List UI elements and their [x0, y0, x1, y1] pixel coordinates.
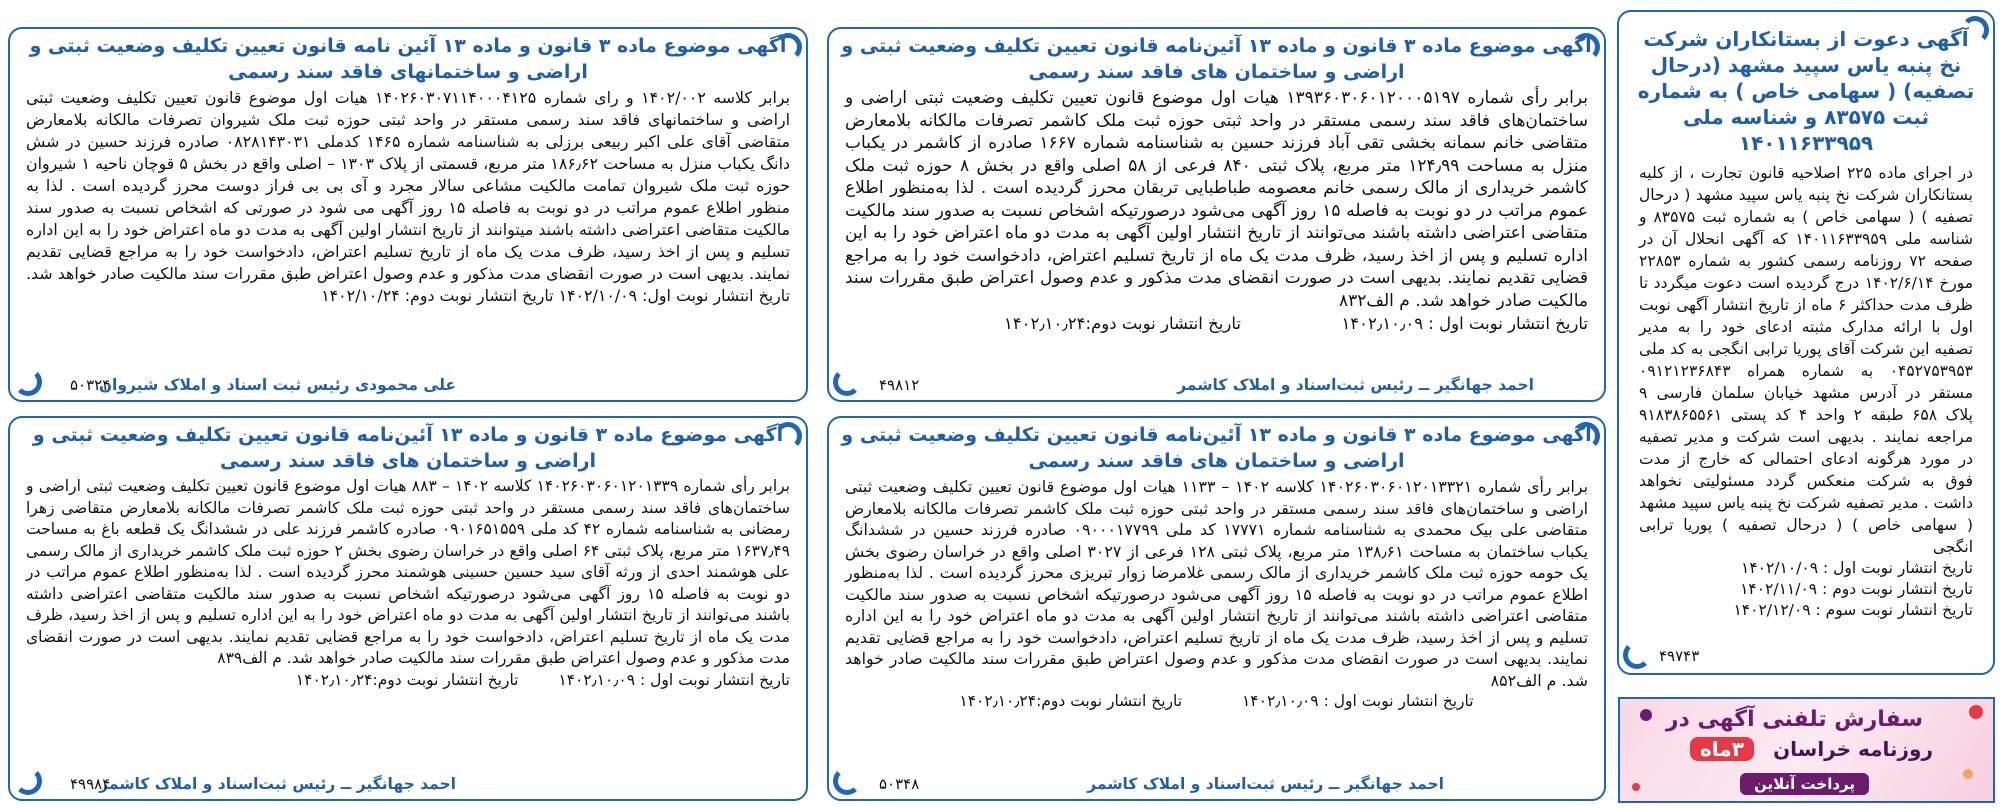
publish-date-first: تاریخ انتشار نوبت اول : ۱۴۰۲٫۱۰٫۰۹ [1341, 314, 1588, 333]
online-payment-button[interactable]: پرداخت آنلاین [1740, 773, 1869, 795]
ad-code: ۴۹۹۸۴ [70, 775, 111, 793]
ad-code: ۵۰۳۲۴ [70, 376, 111, 394]
corner-swirl-icon [833, 767, 861, 795]
corner-swirl-icon [1623, 641, 1651, 669]
ad-dates [829, 691, 1604, 712]
corner-swirl-icon [774, 422, 802, 450]
publish-date-second: تاریخ انتشار نوبت دوم:۱۴۰۲٫۱۰٫۲۴ [1003, 314, 1241, 333]
publish-date-second: تاریخ انتشار نوبت دوم:۱۴۰۲٫۱۰٫۲۴ [959, 692, 1183, 710]
ad-body: برابر رأی شماره ۱۴۰۲۶۰۳۰۶۰۱۲۰۱۳۳۹ کلاسه ۱۴۰۲ – ۸۸۳ هیات اول موضوع قانون تعیین تکلیف وضعیت ثبتی اراضی و ساختمان‌های فاقد سند رسمی مستقر در واحد ثبتی حوزه ثبت ملک کاشمر تصرفات مالکانه بلامعارض متقاضی زهرا رمضانی به شناسنامه شماره ۴۲ کد ملی ۰۹۰۱۶۵۱۵۵۹ صادره کاشمر فرزند علی در ششدانگ یک قطعه باغ به مساحت ۱۶۳۷٫۴۹ متر مربع، پلاک ثبتی ۶۴ اصلی واقع در خراسان رضوی بخش ۲ حوزه ثبت ملک کاشمر خریداری از مالک رسمی علی هوشمند احدی از ورثه آقای سید حسین حسینی هوشمند محرز گردیده است . لذا به‌منظور اطلاع عموم مراتب در دو نوبت به فاصله ۱۵ روز آگهی می‌شود درصورتیکه اشخاص نسبت به صدور سند مالکیت متقاضی اعتراضی داشته باشند می‌توانند از تاریخ انتشار اولین آگهی به مدت دو ماه اعتراض خود را به این اداره تسلیم و پس از اخذ رسید، ظرف مدت یک ماه از تاریخ تسلیم اعتراض، دادخواست خود را به مراجع قضایی تقدیم نمایند. بدیهی است در صورت انقضای مدت مذکور و عدم وصول اعتراض طبق مقررات سند مالکیت صادر خواهد شد. م الف۸۳۹ [26, 477, 791, 667]
ad-title: آگهی موضوع ماده ۳ قانون و ماده ۱۳ آئین‌نامه قانون تعیین تکلیف وضعیت ثبتی و اراضی و ساختمان های فاقد سند رسمی [841, 35, 1592, 83]
decor-dot-icon [1640, 709, 1652, 721]
decor-dot-icon [1632, 783, 1640, 791]
ad-title: آگهی موضوع ماده ۳ قانون و ماده ۱۳ آئین نامه قانون تعیین تکلیف وضعیت ثبتی و اراضی و ساختمانهای فاقد سند رسمی [29, 35, 787, 83]
ad-signer: احمد جهانگیر ــ رئیس ثبت‌اسناد و املاک کاشمر [1177, 376, 1534, 394]
ad-registration-kashmar-3 [8, 416, 808, 801]
publish-date-second: تاریخ انتشار نوبت دوم:۱۴۰۲٫۱۰٫۲۴ [295, 670, 519, 689]
publish-date-third: تاریخ انتشار نوبت سوم : ۱۴۰۲/۱۲/۰۹ [1733, 601, 1973, 619]
corner-swirl-icon [1961, 16, 1989, 44]
publish-date-second: تاریخ انتشار نوبت دوم : ۱۴۰۲/۱۱/۰۹ [1740, 580, 1973, 598]
publish-date-first: تاریخ انتشار نوبت اول : ۱۴۰۲٫۱۰٫۰۹ [1241, 692, 1474, 710]
ad-body: برابر رأی شماره ۱۴۰۲۶۰۳۰۶۰۱۲۰۱۳۳۲۱ کلاسه ۱۴۰۲ – ۱۱۳۳ هیات اول موضوع قانون تعیین تکلیف وضعیت ثبتی اراضی و ساختمان‌های فاقد سند رسمی مستقر در واحد ثبتی حوزه ثبت ملک کاشمر تصرفات مالکانه بلامعارض متقاضی علی بیک محمدی به شناسنامه شماره ۱۷۷۷۱ کد ملی ۰۹۰۰۰۱۷۷۹۹ صادره فرزند حسین در ششدانگ یکباب ساختمان به مساحت ۱۳۸٫۶۱ متر مربع، پلاک ثبتی ۱۲۸ فرعی از ۳۰۲۷ اصلی واقع در خراسان رضوی بخش یک حومه حوزه ثبت ملک کاشمر خریداری از مالک رسمی غلامرضا زوار تبریزی محرز گردیده است . لذا به‌منظور اطلاع عموم مراتب در دو نوبت به فاصله ۱۵ روز آگهی می‌شود درصورتیکه اشخاص نسبت به صدور سند مالکیت متقاضی اعتراضی داشته باشند می‌توانند از تاریخ انتشار اولین آگهی به مدت دو ماه اعتراض خود را به این اداره تسلیم و پس از اخذ رسید، ظرف مدت یک ماه از تاریخ تسلیم اعتراض، دادخواست خود را به مراجع قضایی تقدیم نمایند. بدیهی است در صورت انقضای مدت مذکور و عدم وصول اعتراض طبق مقررات سند مالکیت صادر خواهد شد. م الف۸۵۲ [845, 477, 1589, 690]
ad-signer: احمد جهانگیر ــ رئیس ثبت‌اسناد و املاک کاشمر [1087, 775, 1444, 793]
ad-dates [829, 312, 1604, 336]
ad-registration-shirvan [8, 27, 808, 402]
ad-body: برابر رأی شماره ۱۳۹۳۶۰۳۰۶۰۱۲۰۰۰۵۱۹۷ هیات اول موضوع قانون تعیین تکلیف وضعیت ثبتی اراضی و ساختمان‌های فاقد سند رسمی مستقر در واحد ثبتی حوزه ثبت ملک کاشمر تصرفات مالکانه بلامعارض متقاضی خانم سمانه بخشی تقی آباد فرزند حسین به شناسنامه شماره ۱۶۶۷ صادره از کاشمر در یکباب منزل به مساحت ۱۲۴٫۹۹ متر مربع، پلاک ثبتی ۸۴۰ فرعی از ۵۸ اصلی واقع در بخش ۸ حوزه ثبت ملک کاشمر خریداری از مالک رسمی خانم معصومه طباطبایی تربقان محرز گردیده است . لذا به‌منظور اطلاع عموم مراتب در دو نوبت به فاصله ۱۵ روز آگهی می‌شود درصورتیکه اشخاص نسبت به صدور سند مالکیت متقاضی اعتراضی داشته باشند می‌توانند از تاریخ انتشار اولین آگهی به مدت دو ماه اعتراض خود را به این اداره تسلیم و پس از اخذ رسید، ظرف مدت یک ماه از تاریخ تسلیم اعتراض، دادخواست خود را به مراجع قضایی تقدیم نمایند. بدیهی است در صورت انقضای مدت مذکور و عدم وصول اعتراض طبق مقررات سند مالکیت صادر خواهد شد. م الف۸۳۲ [845, 88, 1589, 311]
ad-creditors-invitation [1617, 10, 1995, 675]
corner-swirl-icon [14, 767, 42, 795]
ad-code: ۴۹۷۴۳ [1659, 647, 1700, 665]
decor-dot-icon [1963, 769, 1973, 779]
ad-footer [20, 767, 796, 793]
ad-code: ۵۰۳۴۸ [879, 775, 920, 793]
ad-signer: علی محمودی رئیس ثبت اسناد و املاک شیروان [98, 376, 456, 394]
banner-badge: ۳ماه [1690, 737, 1754, 761]
ad-title: آگهی موضوع ماده ۳ قانون و ماده ۱۳ آئین‌نامه قانون تعیین تکلیف وضعیت ثبتی و اراضی و ساختمان های فاقد سند رسمی [841, 424, 1592, 472]
ad-footer [839, 368, 1594, 394]
ad-footer [20, 368, 796, 394]
banner-headline: سفارش تلفنی آگهی در [1665, 707, 1923, 732]
ad-registration-kashmar-1 [827, 27, 1606, 402]
ad-footer [839, 767, 1594, 793]
ad-body: در اجرای ماده ۲۲۵ اصلاحیه قانون تجارت ، از کلیه بستانکاران شرکت نخ پنبه یاس سپید مشهد ( درحال تصفیه ) ( سهامی خاص ) به شماره ثبت ۸۳۵۷۵ و شناسه ملی ۱۴۰۱۱۶۳۳۹۵۹ که آگهی انحلال آن در صفحه ۷۲ روزنامه رسمی کشور به شماره ۲۲۸۵۳ مورخ ۱۴۰۲/۶/۱۴ درج گردیده است دعوت میگردد تا ظرف مدت حداکثر ۶ ماه از تاریخ انتشار آگهی نوبت اول با ارائه مدارک مثبته ادعای خود را به مدیر تصفیه این شرکت آقای پوریا ترابی انگجی به کد ملی ۰۴۵۲۷۵۳۹۵۳ به شماره همراه ۰۹۱۲۱۲۳۶۸۴۳ مستقر در آدرس مشهد خیابان سلمان فارسی ۹ پلاک ۶۵۸ طبقه ۲ واحد ۴ کد پستی ۹۱۸۳۸۶۵۵۶۱ مراجعه نمایند . بدیهی است شرکت و مدیر تصفیه در مورد هرگونه ادعای احتمالی که خارج از مدت فوق به شرکت منعکس گردد مسئولیتی نخواهد داشت . مدیر تصفیه شرکت نخ پنبه یاس سپید مشهد ( سهامی خاص ) ( درحال تصفیه ) پوریا ترابی انگجی [1639, 164, 1973, 556]
banner-newspaper-name: روزنامه خراسان [1773, 737, 1933, 761]
ad-registration-kashmar-2 [827, 416, 1606, 801]
ad-title: آگهی موضوع ماده ۳ قانون و ماده ۱۳ آئین‌نامه قانون تعیین تکلیف وضعیت ثبتی و اراضی و ساختمان های فاقد سند رسمی [32, 424, 784, 472]
corner-swirl-icon [833, 368, 861, 396]
ad-signer: احمد جهانگیر ــ رئیس ثبت‌اسناد و املاک کاشمر [99, 775, 456, 793]
publish-date-first: تاریخ انتشار نوبت اول : ۱۴۰۲/۱۰/۰۹ [1741, 559, 1973, 577]
publish-date-first: تاریخ انتشار نوبت اول : ۱۴۰۲٫۱۰٫۰۹ [558, 670, 790, 689]
ad-body: برابر کلاسه ۱۴۰۲/۰۰۲ و رای شماره ۱۴۰۲۶۰۳۰۷۱۱۴۰۰۰۴۱۲۵ هیات اول موضوع قانون تعیین تکلیف وضعیت ثبتی اراضی و ساختمانهای فاقد سند رسمی مستقر در واحد ثبتی حوزه ثبت ملک شیروان تصرفات مالکانه بلامعارض متقاضی آقای علی اکبر ربیعی برزلی به شناسنامه شماره ۱۴۶۵ کدملی ۰۸۲۸۱۴۳۰۳۱ صادره فرزند حسین در شش دانگ یکباب منزل به مساحت ۱۸۶٫۶۲ متر مربع، قسمتی از پلاک ۱۳۰۳ – اصلی واقع در بخش ۵ قوچان ناحیه ۱ شیروان حوزه ثبت ملک شیروان تمامت مالکیت مشاعی سالار مجرد و آی بی بی فراز دوست محرز گردیده است . لذا به منظور اطلاع عموم مراتب در دو نوبت به فاصله ۱۵ روز آگهی می شود در صورتی که اشخاص نسبت به صدور سند مالکیت متقاضی اعتراضی داشته باشند میتوانند از تاریخ انتشار اولین آگهی به مدت دو ماه اعتراض خود را به این اداره تسلیم و پس از اخذ رسید، ظرف مدت یک ماه از تاریخ تسلیم اعتراض، دادخواست خود را به مراجع قضایی تقدیم نمایند. بدیهی است در صورت انقضای مدت مذکور و عدم وصول اعتراض طبق مقررات سند مالکیت صادر خواهد شد. تاریخ انتشار نوبت اول: ۱۴۰۲/۱۰/۰۹ تاریخ انتشار نوبت دوم: ۱۴۰۲/۱۰/۲۴ [26, 88, 791, 305]
corner-swirl-icon [774, 33, 802, 61]
corner-swirl-icon [1572, 33, 1600, 61]
ad-dates [10, 670, 806, 691]
ad-code: ۴۹۸۱۲ [879, 376, 920, 394]
ad-title: آگهی دعوت از بستانکاران شرکت نخ پنبه یاس سپید مشهد (درحال تصفیه) ( سهامی خاص ) به شماره ثبت ۸۳۵۷۵ و شناسه ملی ۱۴۰۱۱۶۳۳۹۵۹ [1637, 27, 1975, 155]
phone-order-banner[interactable] [1618, 697, 1995, 803]
corner-swirl-icon [14, 368, 42, 396]
ad-dates [1619, 558, 1993, 621]
decor-dot-icon [1969, 705, 1983, 719]
corner-swirl-icon [1572, 422, 1600, 450]
